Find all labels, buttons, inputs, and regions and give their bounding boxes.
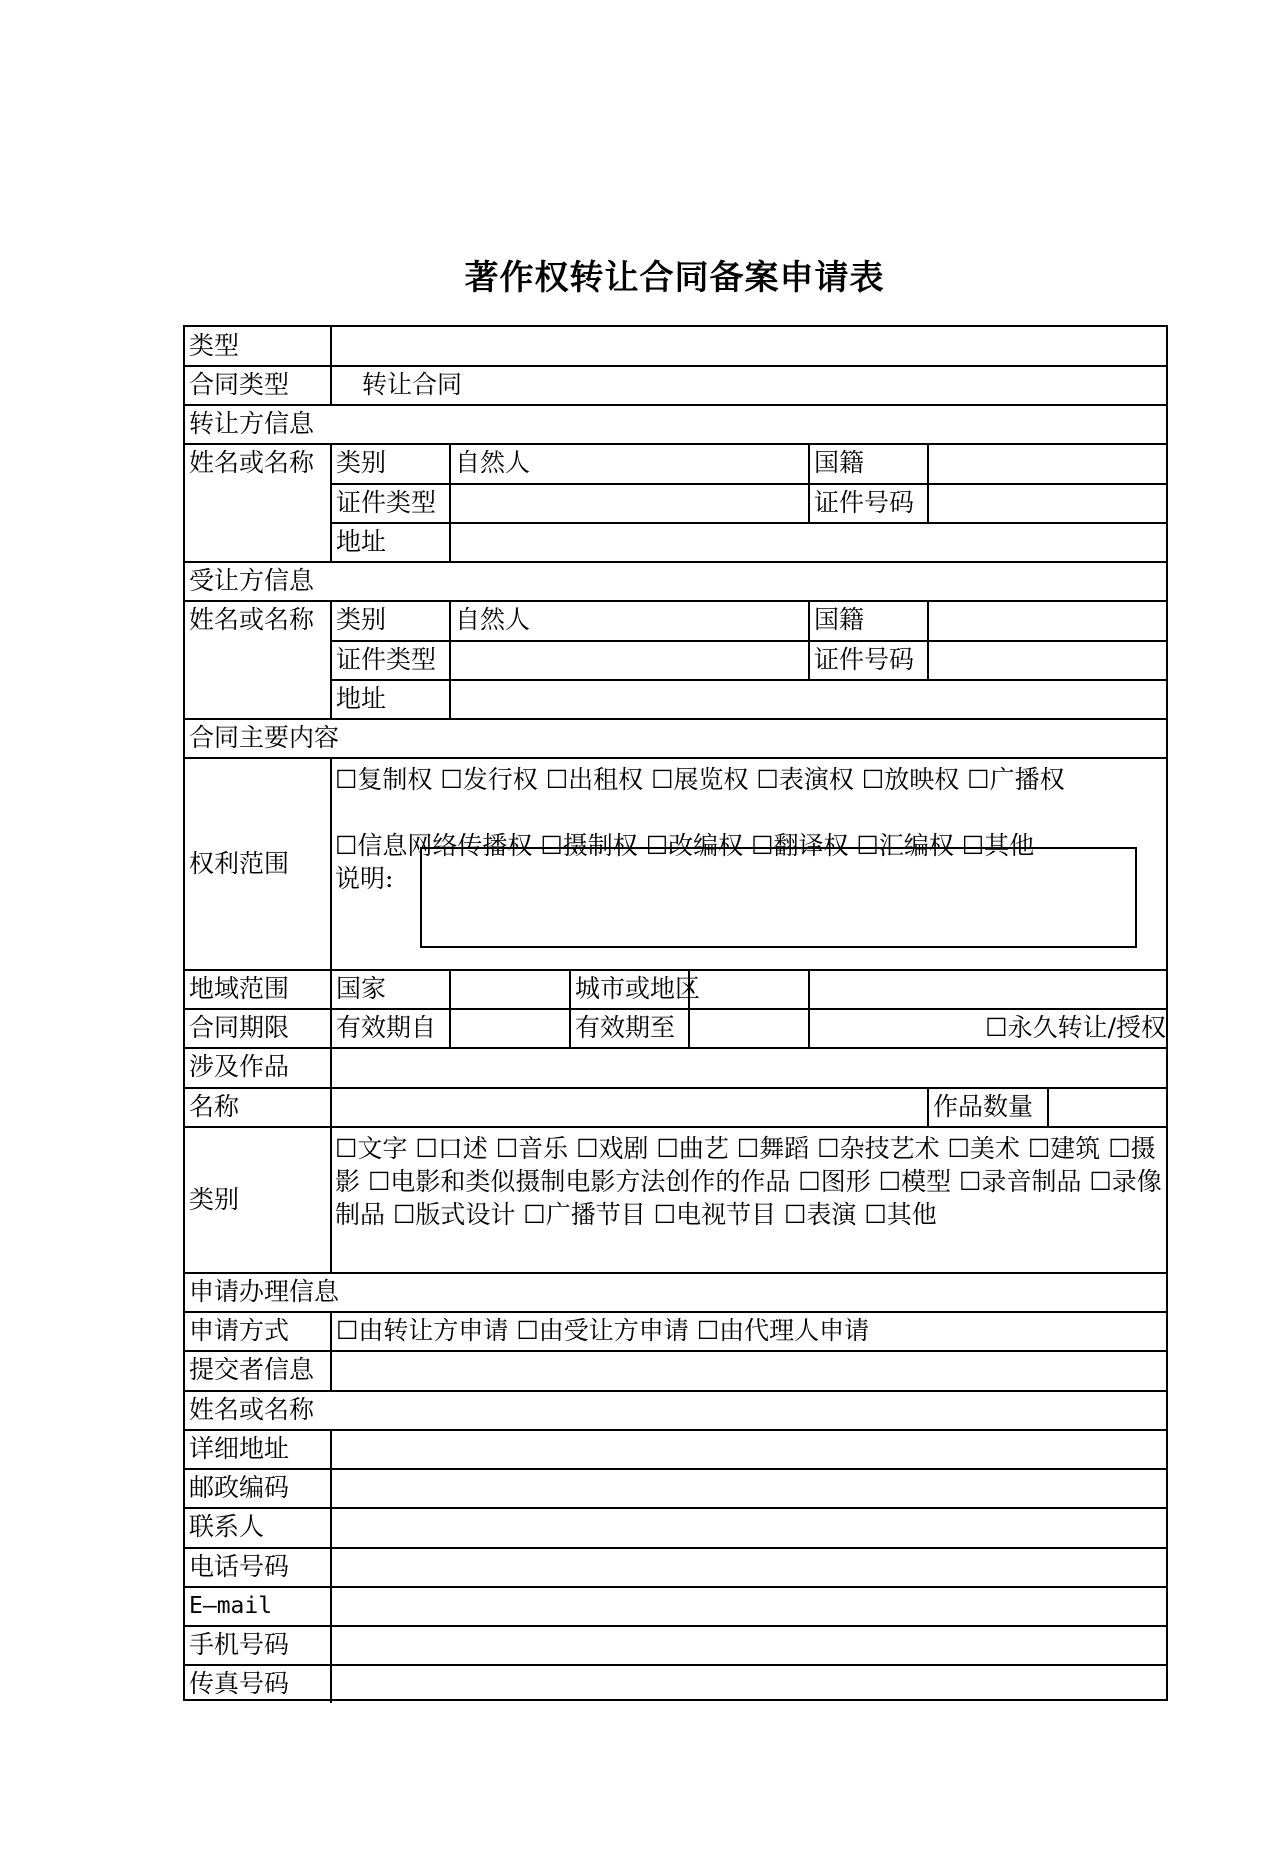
work-category-options[interactable]: ☐文字 ☐口述 ☐音乐 ☐戏剧 ☐曲艺 ☐舞蹈 ☐杂技艺术 ☐美术 ☐建筑 ☐摄影 ☐电影和类似摄制电影方法创作的作品 ☐图形 ☐模型 ☐录音制品 ☐录像制品 ☐版式设计 ☐广播节目 ☐电视节目 ☐表演 ☐其他 (335, 1134, 1162, 1229)
apply-method-label: 申请方式 (189, 1316, 290, 1345)
phone-label: 电话号码 (189, 1552, 290, 1581)
region-label: 地域范围 (189, 974, 290, 1003)
postcode-label: 邮政编码 (189, 1473, 290, 1502)
permanent-transfer-checkbox[interactable]: ☐永久转让/授权 (985, 1013, 1166, 1042)
apply-method-options[interactable]: ☐由转让方申请 ☐由受让方申请 ☐由代理人申请 (336, 1316, 870, 1345)
transferee-category-label: 类别 (336, 605, 387, 634)
transferee-id-number-field[interactable] (929, 641, 1168, 679)
valid-from-label: 有效期自 (336, 1013, 437, 1042)
explanation-textbox[interactable] (420, 847, 1137, 948)
country-label: 国家 (336, 974, 387, 1003)
mobile-field[interactable] (332, 1626, 1168, 1664)
transferor-address-label: 地址 (336, 527, 387, 556)
rights-options-line2[interactable]: ☐信息网络传播权 ☐摄制权 ☐改编权 ☐翻译权 ☐汇编权 ☐其他 (335, 831, 1035, 860)
address-detail-label: 详细地址 (189, 1434, 290, 1463)
contact-field[interactable] (332, 1508, 1168, 1546)
transferor-nationality-label: 国籍 (814, 448, 865, 477)
fax-label: 传真号码 (189, 1669, 290, 1698)
contract-type-label: 合同类型 (189, 370, 290, 399)
transferee-id-type-label: 证件类型 (336, 645, 437, 674)
transferor-id-type-label: 证件类型 (336, 488, 437, 517)
valid-to-label: 有效期至 (575, 1013, 676, 1042)
phone-field[interactable] (332, 1548, 1168, 1586)
valid-to-field[interactable] (690, 1009, 808, 1047)
works-section-label: 涉及作品 (189, 1052, 290, 1081)
work-count-label: 作品数量 (933, 1092, 1034, 1121)
transferee-id-type-field[interactable] (451, 641, 808, 679)
country-field[interactable] (451, 970, 569, 1008)
work-category-label: 类别 (189, 1185, 240, 1214)
transferee-category-value[interactable]: 自然人 (455, 605, 531, 634)
submitter-info-field[interactable] (332, 1351, 1168, 1389)
address-detail-field[interactable] (332, 1430, 1168, 1468)
type-field[interactable] (332, 327, 1168, 365)
transferor-id-number-field[interactable] (929, 484, 1168, 522)
explanation-label: 说明: (335, 864, 394, 893)
term-label: 合同期限 (189, 1013, 290, 1042)
transferee-nationality-field[interactable] (929, 601, 1168, 639)
transferor-name-label: 姓名或名称 (189, 448, 315, 477)
form-title: 著作权转让合同备案申请表 (464, 258, 885, 298)
submitter-section-label: 提交者信息 (189, 1355, 315, 1384)
contact-label: 联系人 (189, 1512, 265, 1541)
contract-type-value[interactable]: 转让合同 (362, 370, 463, 399)
work-name-field[interactable] (332, 1088, 927, 1126)
transferee-section-heading: 受让方信息 (189, 566, 315, 595)
application-form-table (183, 325, 1168, 1701)
transferor-address-field[interactable] (451, 523, 1168, 561)
submitter-name-label: 姓名或名称 (189, 1395, 315, 1424)
rights-scope-label: 权利范围 (189, 849, 290, 878)
transferee-address-label: 地址 (336, 684, 387, 713)
city-label: 城市或地区 (575, 974, 701, 1003)
rights-options-line1[interactable]: ☐复制权 ☐发行权 ☐出租权 ☐展览权 ☐表演权 ☐放映权 ☐广播权 (335, 765, 1065, 794)
transferee-name-label: 姓名或名称 (189, 605, 315, 634)
transferor-section-heading: 转让方信息 (189, 409, 315, 438)
contract-content-heading: 合同主要内容 (189, 723, 340, 752)
works-field[interactable] (332, 1048, 1168, 1086)
transferee-nationality-label: 国籍 (814, 605, 865, 634)
work-count-field[interactable] (1049, 1088, 1168, 1126)
work-name-label: 名称 (189, 1092, 240, 1121)
type-label: 类型 (189, 331, 240, 360)
email-label: E—mail (189, 1593, 273, 1619)
transferee-id-number-label: 证件号码 (814, 645, 915, 674)
transferee-address-field[interactable] (451, 680, 1168, 718)
transferor-nationality-field[interactable] (929, 444, 1168, 482)
transferor-id-number-label: 证件号码 (814, 488, 915, 517)
transferor-category-value[interactable]: 自然人 (455, 448, 531, 477)
application-section-heading: 申请办理信息 (189, 1277, 340, 1306)
valid-from-field[interactable] (451, 1009, 569, 1047)
transferor-id-type-field[interactable] (451, 484, 808, 522)
fax-field[interactable] (332, 1665, 1168, 1701)
email-field[interactable] (332, 1587, 1168, 1625)
city-field[interactable] (810, 970, 1168, 1008)
transferor-category-label: 类别 (336, 448, 387, 477)
postcode-field[interactable] (332, 1469, 1168, 1507)
mobile-label: 手机号码 (189, 1630, 290, 1659)
